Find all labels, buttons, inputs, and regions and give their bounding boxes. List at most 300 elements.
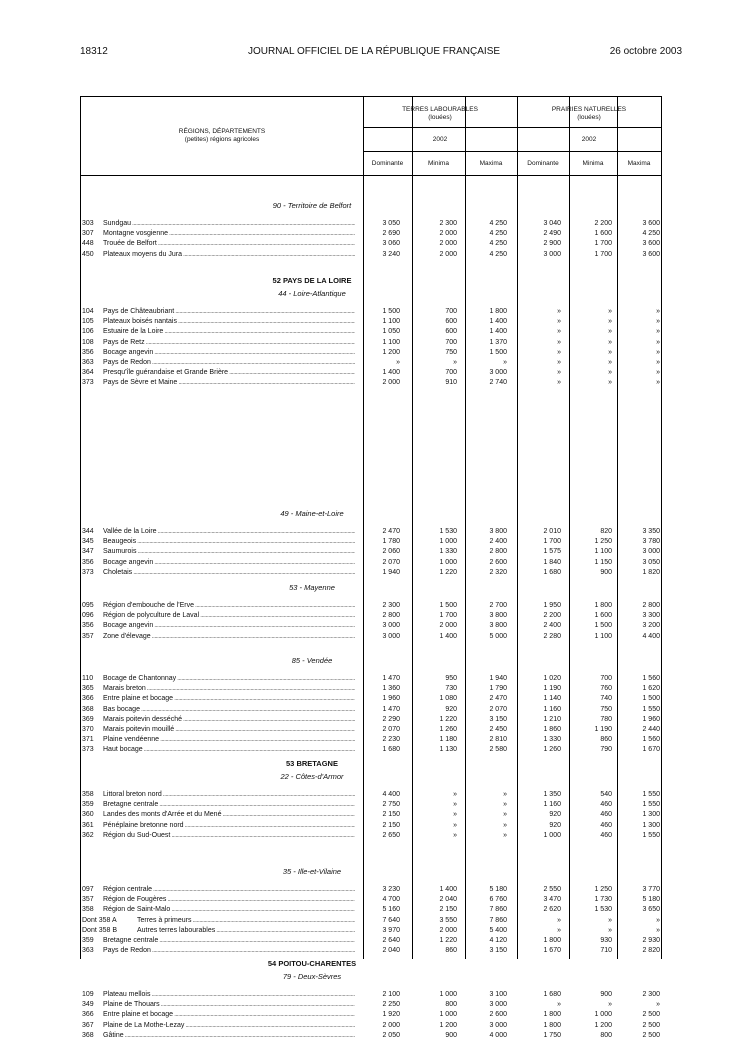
region-name: Entre plaine et bocage ..... [103, 694, 355, 704]
region-name: Pays de Redon ..... [103, 946, 355, 956]
region-name: Pénéplaine bretonne nord ..... [103, 821, 355, 831]
region-heading: 54 POITOU-CHARENTES [267, 959, 357, 968]
value-cell: 3 150 [489, 947, 507, 955]
value-cell: » [503, 791, 507, 798]
value-cell: 1 680 [543, 991, 561, 998]
value-cell: 1 080 [439, 695, 457, 703]
region-name: Montagne vosgienne ..... [103, 229, 355, 239]
value-cell: 3 600 [642, 240, 660, 248]
region-code: 110 [82, 675, 94, 682]
table-row [81, 307, 661, 317]
value-cell: 1 600 [594, 612, 612, 620]
regions-header: RÉGIONS, DÉPARTEMENTS (petites) régions agricoles [178, 128, 266, 143]
value-cell: » [656, 379, 660, 387]
value-cell: 860 [600, 736, 612, 744]
value-cell: 1 800 [543, 937, 561, 944]
table-row [81, 327, 661, 337]
value-cell: 1 160 [543, 801, 561, 809]
region-code: Dont 358 B [82, 926, 118, 934]
value-cell: 2 400 [543, 622, 561, 630]
value-cell: 7 860 [489, 916, 507, 924]
value-cell: 1 960 [382, 695, 400, 703]
value-cell: 1 820 [642, 568, 660, 576]
value-cell: 2 900 [543, 240, 561, 248]
publication-date: 26 octobre 2003 [609, 46, 682, 57]
value-cell: 1 330 [439, 548, 457, 556]
region-code: 104 [82, 308, 94, 315]
region-name: Bretagne centrale ..... [103, 936, 355, 946]
value-cell: 1 000 [439, 991, 457, 998]
table-row [81, 715, 661, 725]
value-cell: 1 700 [439, 612, 457, 620]
value-cell: 1 020 [543, 675, 561, 682]
value-cell: 3 100 [489, 991, 507, 998]
value-cell: 2 820 [642, 947, 660, 955]
value-cell: 2 500 [642, 1031, 660, 1039]
value-cell: 750 [600, 705, 612, 713]
value-cell: 1 800 [489, 308, 507, 315]
value-cell: 2 500 [642, 1011, 660, 1019]
table-row [81, 800, 661, 810]
value-cell: 730 [445, 685, 457, 693]
value-cell: 1 680 [382, 746, 400, 754]
value-cell: 4 250 [489, 240, 507, 248]
value-cell: 3 600 [642, 250, 660, 258]
value-cell: 2 690 [382, 230, 400, 238]
value-cell: 4 700 [382, 896, 400, 904]
value-cell: 3 000 [642, 548, 660, 556]
value-cell: » [656, 926, 660, 934]
table-row [81, 632, 661, 642]
region-code: 368 [82, 705, 94, 713]
value-cell: 1 700 [594, 240, 612, 248]
value-cell: 1 840 [543, 558, 561, 566]
value-cell: » [608, 359, 612, 366]
region-code: 357 [82, 632, 94, 640]
value-cell: 4 400 [642, 632, 660, 640]
value-cell: 710 [600, 947, 612, 955]
region-name: Bocage angevin ..... [103, 621, 355, 631]
value-cell: » [557, 348, 561, 356]
value-cell: 2 000 [439, 622, 457, 630]
value-cell: 800 [445, 1001, 457, 1009]
table-row [81, 821, 661, 831]
value-cell: 700 [445, 369, 457, 377]
value-cell: 900 [445, 1031, 457, 1039]
value-cell: 2 150 [439, 906, 457, 914]
value-cell: 900 [600, 991, 612, 998]
region-name: Entre plaine et bocage ..... [103, 1010, 355, 1020]
value-cell: 3 060 [382, 240, 400, 248]
value-cell: 1 560 [642, 675, 660, 682]
value-cell: 3 780 [642, 538, 660, 546]
region-code: 450 [82, 250, 94, 258]
value-cell: 3 000 [489, 1001, 507, 1009]
value-cell: 1 800 [594, 602, 612, 609]
region-code: 448 [82, 240, 94, 248]
value-cell: 3 800 [489, 622, 507, 630]
value-cell: 1 530 [439, 528, 457, 535]
region-name: Estuaire de la Loire ..... [103, 327, 355, 337]
value-cell: 1 670 [642, 746, 660, 754]
value-cell: 1 000 [439, 1011, 457, 1019]
value-cell: 7 860 [489, 906, 507, 914]
value-cell: 1 250 [594, 886, 612, 893]
value-cell: 460 [600, 811, 612, 819]
value-cell: 2 700 [489, 602, 507, 609]
value-cell: » [453, 791, 457, 798]
value-cell: 2 250 [382, 1001, 400, 1009]
value-cell: » [557, 1001, 561, 1009]
value-cell: 1 000 [543, 831, 561, 839]
region-code: 096 [82, 612, 94, 620]
value-cell: 1 500 [642, 695, 660, 703]
region-code: 358 [82, 791, 94, 798]
value-cell: 1 100 [382, 318, 400, 326]
value-cell: » [656, 338, 660, 346]
value-cell: 2 000 [439, 230, 457, 238]
table-row [81, 674, 661, 684]
region-code: 367 [82, 1021, 94, 1029]
value-cell: 950 [445, 675, 457, 682]
table-row [81, 1031, 661, 1041]
col-minima: Minima [428, 160, 449, 167]
value-cell: 1 400 [382, 369, 400, 377]
region-code: 363 [82, 947, 94, 955]
department-heading: 85 - Vendée [291, 656, 333, 665]
table-row [81, 926, 661, 936]
value-cell: » [453, 821, 457, 829]
value-cell: 780 [600, 715, 612, 723]
value-cell: 2 500 [642, 1021, 660, 1029]
department-heading: 44 - Loire-Atlantique [278, 289, 346, 298]
header-rule [363, 151, 661, 152]
region-code: 303 [82, 220, 94, 227]
region-name: Bocage angevin ..... [103, 558, 355, 568]
region-code: 344 [82, 528, 94, 535]
value-cell: 1 100 [594, 548, 612, 556]
value-cell: 1 800 [543, 1021, 561, 1029]
value-cell: 1 200 [439, 1021, 457, 1029]
value-cell: 2 200 [543, 612, 561, 620]
value-cell: 1 780 [382, 538, 400, 546]
value-cell: 2 000 [439, 926, 457, 934]
value-cell: 920 [549, 811, 561, 819]
region-code: 109 [82, 991, 94, 998]
region-name: Pays de Redon ..... [103, 358, 355, 368]
value-cell: 2 000 [439, 250, 457, 258]
table-row [81, 694, 661, 704]
value-cell: 1 210 [543, 715, 561, 723]
value-cell: 1 620 [642, 685, 660, 693]
value-cell: 2 000 [439, 240, 457, 248]
table-row [81, 684, 661, 694]
region-code: 368 [82, 1031, 94, 1039]
value-cell: 2 620 [543, 906, 561, 914]
value-cell: 700 [600, 675, 612, 682]
table-row [81, 790, 661, 800]
col-minima-prairies: Minima [582, 160, 604, 167]
value-cell: 3 200 [642, 622, 660, 630]
value-cell: 1 600 [594, 230, 612, 238]
value-cell: 1 500 [382, 308, 400, 315]
table-row [81, 831, 661, 841]
table-row [81, 250, 661, 260]
value-cell: 4 250 [489, 230, 507, 238]
value-cell: 4 120 [489, 937, 507, 944]
department-heading: 22 - Côtes-d'Armor [280, 772, 344, 781]
value-cell: 920 [549, 821, 561, 829]
region-name: Saumurois ..... [103, 547, 355, 557]
value-cell: 3 770 [642, 886, 660, 893]
value-cell: 2 600 [489, 558, 507, 566]
value-cell: » [396, 359, 400, 366]
region-code: 370 [82, 726, 94, 733]
value-cell: » [453, 359, 457, 366]
region-heading: 52 PAYS DE LA LOIRE [272, 276, 352, 285]
region-name: Presqu'île guérandaise et Grande Brière ..... [103, 368, 355, 378]
value-cell: 2 070 [382, 558, 400, 566]
value-cell: » [608, 379, 612, 387]
table-row [81, 358, 661, 368]
region-name: Bretagne centrale ..... [103, 800, 355, 810]
region-name: Région d'embouche de l'Erve ..... [103, 601, 355, 611]
value-cell: » [656, 328, 660, 336]
value-cell: 1 470 [382, 675, 400, 682]
value-cell: 2 000 [382, 1021, 400, 1029]
value-cell: 1 200 [594, 1021, 612, 1029]
value-cell: 2 280 [543, 632, 561, 640]
value-cell: 7 640 [382, 916, 400, 924]
value-cell: 1 500 [489, 348, 507, 356]
value-cell: » [503, 359, 507, 366]
value-cell: 2 230 [382, 736, 400, 744]
value-cell: 3 000 [489, 1021, 507, 1029]
value-cell: 2 200 [594, 220, 612, 227]
value-cell: 1 940 [489, 675, 507, 682]
value-cell: 2 440 [642, 726, 660, 733]
value-cell: 3 650 [642, 906, 660, 914]
col-maxima-prairies: Maxima [627, 160, 651, 167]
value-cell: 1 500 [594, 622, 612, 630]
value-cell: 1 190 [543, 685, 561, 693]
region-code: 361 [82, 821, 94, 829]
region-code: 363 [82, 359, 94, 366]
value-cell: 1 700 [543, 538, 561, 546]
value-cell: 1 400 [489, 328, 507, 336]
value-cell: 2 070 [382, 726, 400, 733]
table-row [81, 1000, 661, 1010]
table-row [81, 725, 661, 735]
table-row [81, 338, 661, 348]
region-name: Région du Sud-Ouest ..... [103, 831, 355, 841]
value-cell: 1 550 [642, 791, 660, 798]
region-name: Choletais ..... [103, 568, 355, 578]
value-cell: 1 680 [543, 568, 561, 576]
department-heading: 49 - Maine-et-Loire [280, 509, 344, 518]
value-cell: 540 [600, 791, 612, 798]
department-heading: 79 - Deux-Sèvres [282, 972, 342, 981]
value-cell: 2 320 [489, 568, 507, 576]
value-cell: 5 160 [382, 906, 400, 914]
table-row [81, 946, 661, 956]
department-heading: 90 - Territoire de Belfort [272, 201, 352, 210]
region-name: Pays de Retz ..... [103, 338, 355, 348]
region-code: 356 [82, 558, 94, 566]
value-cell: 1 000 [594, 1011, 612, 1019]
value-cell: 1 560 [642, 736, 660, 744]
value-cell: 6 760 [489, 896, 507, 904]
value-cell: 1 800 [543, 1011, 561, 1019]
value-cell: 1 220 [439, 937, 457, 944]
value-cell: 2 150 [382, 821, 400, 829]
value-cell: 2 740 [489, 379, 507, 387]
region-code: 095 [82, 602, 94, 609]
value-cell: 2 750 [382, 801, 400, 809]
table-row [81, 916, 661, 926]
value-cell: 1 550 [642, 705, 660, 713]
value-cell: 2 800 [642, 602, 660, 609]
col-dominante-prairies: Dominante [527, 160, 559, 167]
value-cell: 2 040 [439, 896, 457, 904]
table-row [81, 368, 661, 378]
value-cell: 760 [600, 685, 612, 693]
region-name: Littoral breton nord ..... [103, 790, 355, 800]
value-cell: 460 [600, 831, 612, 839]
value-cell: » [656, 348, 660, 356]
value-cell: 1 400 [439, 886, 457, 893]
value-cell: 3 240 [382, 250, 400, 258]
table-row [81, 745, 661, 755]
region-code: 356 [82, 348, 94, 356]
region-code: 347 [82, 548, 94, 556]
value-cell: 700 [445, 338, 457, 346]
value-cell: 3 000 [543, 250, 561, 258]
value-cell: 1 150 [594, 558, 612, 566]
header-rule [81, 175, 661, 176]
value-cell: 2 470 [382, 528, 400, 535]
col-maxima: Maxima [479, 160, 503, 167]
value-cell: » [656, 1001, 660, 1009]
region-code: 357 [82, 896, 94, 904]
table-row [81, 936, 661, 946]
value-cell: » [608, 328, 612, 336]
value-cell: » [656, 308, 660, 315]
value-cell: 1 790 [489, 685, 507, 693]
header-rule [363, 127, 661, 128]
value-cell: » [557, 916, 561, 924]
value-cell: 1 500 [439, 602, 457, 609]
terres-labourables-header: TERRES LABOURABLES (louées) [402, 106, 478, 121]
value-cell: 3 000 [382, 632, 400, 640]
value-cell: 2 550 [543, 886, 561, 893]
table-row [81, 317, 661, 327]
value-cell: 1 330 [543, 736, 561, 744]
table-row [81, 547, 661, 557]
value-cell: 1 220 [439, 715, 457, 723]
table-row [81, 621, 661, 631]
value-cell: 2 490 [543, 230, 561, 238]
value-cell: 1 350 [543, 791, 561, 798]
region-name: Bas bocage ..... [103, 705, 355, 715]
value-cell: 2 010 [543, 528, 561, 535]
region-name: Plaine de Thouars ..... [103, 1000, 355, 1010]
value-cell: » [557, 379, 561, 387]
region-name: Pays de Châteaubriant ..... [103, 307, 355, 317]
page-number: 18312 [80, 46, 108, 57]
value-cell: 800 [600, 1031, 612, 1039]
value-cell: 2 050 [382, 1031, 400, 1039]
region-code: 366 [82, 1011, 94, 1019]
value-cell: 3 800 [489, 528, 507, 535]
region-name: Région de Fougères ..... [103, 895, 355, 905]
value-cell: 2 810 [489, 736, 507, 744]
value-cell: » [608, 348, 612, 356]
table-row [81, 219, 661, 229]
table-row [81, 895, 661, 905]
value-cell: 1 130 [439, 746, 457, 754]
region-name: Trouée de Belfort ..... [103, 239, 355, 249]
table-row [81, 537, 661, 547]
data-table [80, 96, 662, 1039]
value-cell: » [557, 318, 561, 326]
value-cell: 2 400 [489, 538, 507, 546]
region-name: Région de polyculture de Laval ..... [103, 611, 355, 621]
value-cell: 3 300 [642, 612, 660, 620]
value-cell: » [503, 811, 507, 819]
value-cell: 3 600 [642, 220, 660, 227]
value-cell: 700 [445, 308, 457, 315]
region-heading: 53 BRETAGNE [286, 759, 338, 768]
department-heading: 35 - Ille-et-Vilaine [282, 867, 342, 876]
value-cell: » [557, 926, 561, 934]
region-code: 349 [82, 1001, 94, 1009]
department-heading: 53 - Mayenne [289, 583, 335, 592]
value-cell: 1 530 [594, 906, 612, 914]
value-cell: » [557, 338, 561, 346]
value-cell: 2 060 [382, 548, 400, 556]
value-cell: 2 930 [642, 937, 660, 944]
value-cell: 5 000 [489, 632, 507, 640]
value-cell: 1 000 [439, 538, 457, 546]
value-cell: » [608, 308, 612, 315]
region-code: 373 [82, 379, 94, 387]
value-cell: 2 580 [489, 746, 507, 754]
value-cell: » [656, 359, 660, 366]
region-name: Plaine vendéenne ..... [103, 735, 355, 745]
value-cell: 1 575 [543, 548, 561, 556]
value-cell: 3 000 [382, 622, 400, 630]
value-cell: 1 370 [489, 338, 507, 346]
value-cell: 5 400 [489, 926, 507, 934]
region-name: Sundgau ..... [103, 219, 355, 229]
value-cell: 1 950 [543, 602, 561, 609]
table-row [81, 348, 661, 358]
value-cell: 860 [445, 947, 457, 955]
value-cell: 5 180 [642, 896, 660, 904]
region-name: Plateaux moyens du Jura ..... [103, 250, 355, 260]
value-cell: 2 000 [382, 379, 400, 387]
value-cell: » [557, 328, 561, 336]
journal-title: JOURNAL OFFICIEL DE LA RÉPUBLIQUE FRANÇAISE [247, 46, 501, 57]
table-row [81, 1010, 661, 1020]
region-code: 356 [82, 622, 94, 630]
region-name: Marais poitevin mouillé ..... [103, 725, 355, 735]
value-cell: 600 [445, 328, 457, 336]
value-cell: 2 640 [382, 937, 400, 944]
region-code: 360 [82, 811, 94, 819]
value-cell: 4 000 [489, 1031, 507, 1039]
